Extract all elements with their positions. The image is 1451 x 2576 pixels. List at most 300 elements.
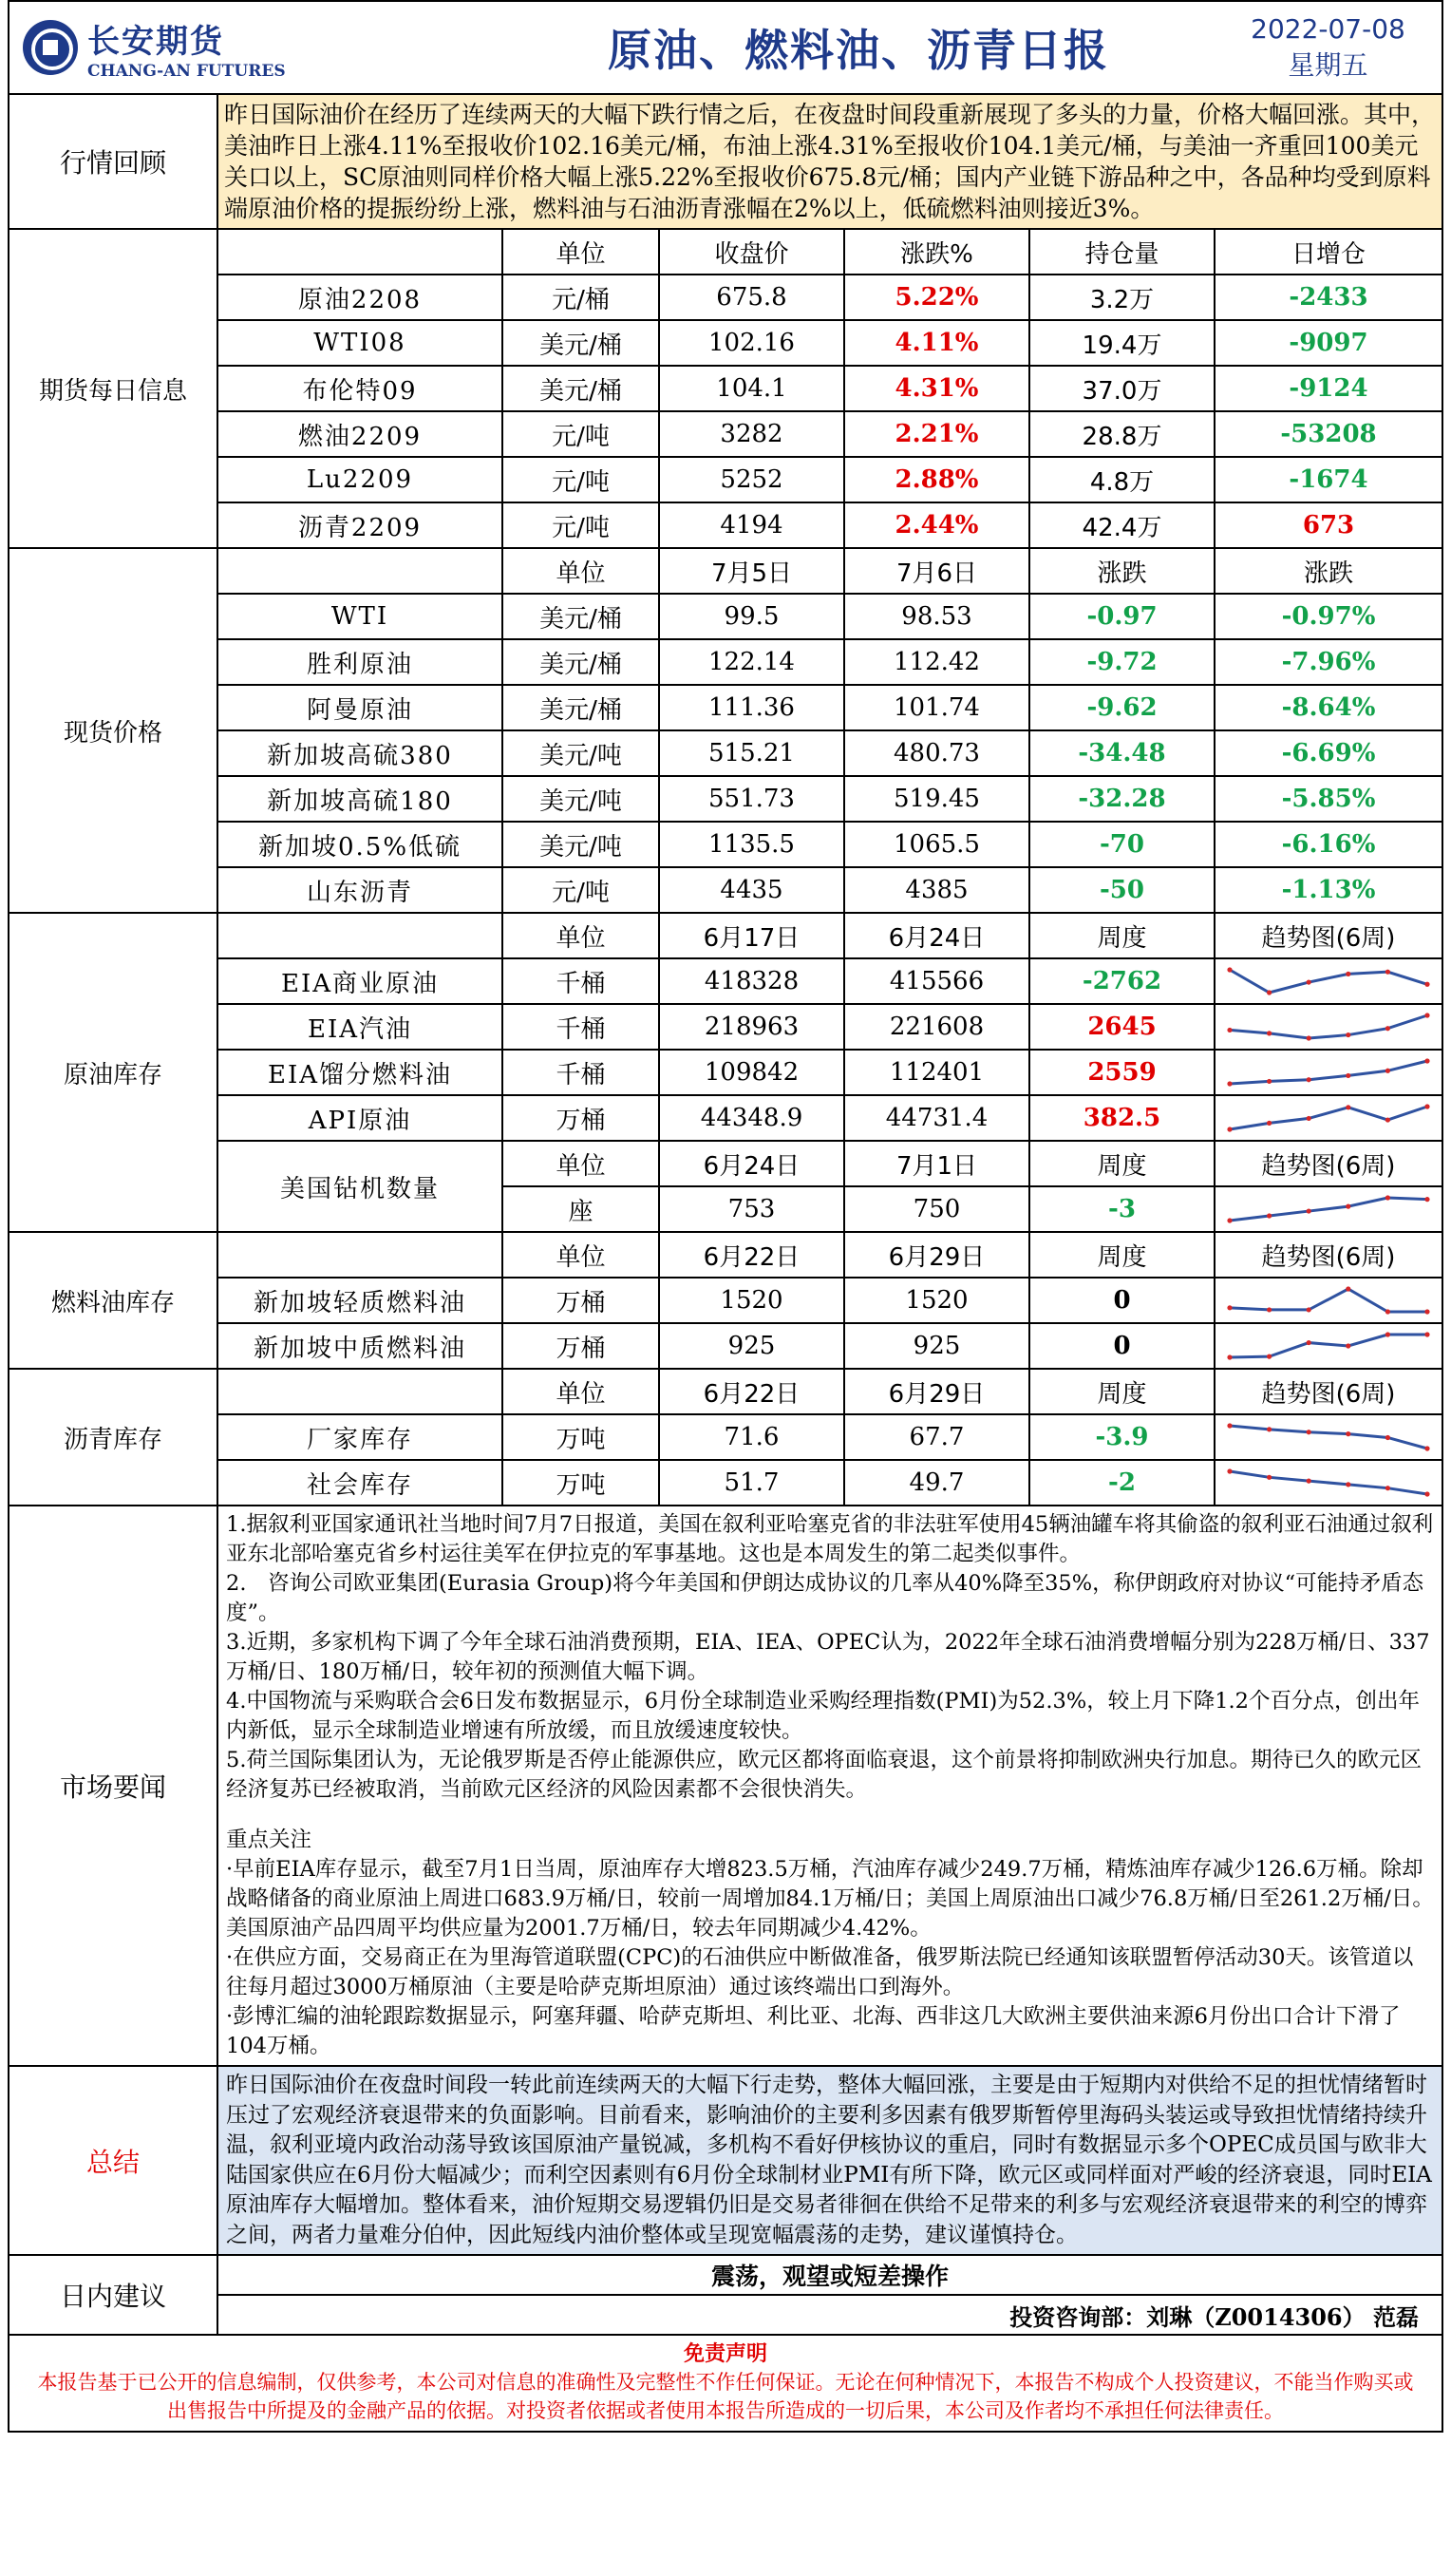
review-text: 昨日国际油价在经历了连续两天的大幅下跌行情之后，在夜盘时间段重新展现了多头的力量，价格大幅回涨。其中，美油昨日上涨4.11%至报收价102.16美元/桶，布油上涨4.31%至报收价104.1美元/桶，与美油一齐重回100美元关口以上，SC原油则同样价格大幅上涨5.22%至报收价675.8元/桶；国内产业链下游品种之中，各品种均受到原料端原油价格的提振纷纷上涨，燃料油与石油沥青涨幅在2%以上，低硫燃料油则接近3%。	[217, 94, 1442, 229]
contract-name: 布伦特09	[217, 366, 502, 411]
trend-point	[1307, 1340, 1311, 1345]
column-header: 7月5日	[659, 548, 844, 594]
weekly-change: 2559	[1029, 1050, 1215, 1095]
rig-day2: 750	[844, 1186, 1029, 1232]
report-page	[8, 0, 1442, 2433]
table-row	[9, 685, 1442, 730]
column-header	[217, 1369, 502, 1414]
rig-day1: 753	[659, 1186, 844, 1232]
column-header: 6月17日	[659, 913, 844, 958]
price-day1: 4435	[659, 867, 844, 913]
advice-text: 震荡，观望或短差操作	[217, 2255, 1442, 2295]
column-header: 单位	[502, 1232, 659, 1278]
table-row	[9, 1050, 1442, 1095]
fuel-stock-section	[9, 1232, 1442, 1369]
trend-sparkline	[1224, 1101, 1433, 1135]
unit-cell: 千桶	[502, 1050, 659, 1095]
trend-point	[1424, 1332, 1429, 1336]
table-row	[9, 958, 1442, 1004]
unit-cell: 美元/桶	[502, 366, 659, 411]
price-day1: 1135.5	[659, 822, 844, 867]
price-change-pct: -7.96%	[1215, 639, 1442, 685]
trend-point	[1227, 1305, 1232, 1310]
futures-label: 期货每日信息	[9, 229, 217, 548]
spot-name: WTI	[217, 594, 502, 639]
column-header: 6月24日	[844, 913, 1029, 958]
price-change-pct: -8.64%	[1215, 685, 1442, 730]
spot-name: 新加坡高硫380	[217, 730, 502, 776]
close-price: 104.1	[659, 366, 844, 411]
column-header	[217, 229, 502, 275]
price-day1: 99.5	[659, 594, 844, 639]
contract-name: 燃油2209	[217, 411, 502, 457]
column-header: 7月1日	[844, 1141, 1029, 1186]
header-row	[9, 1, 1442, 94]
trend-point	[1307, 1035, 1311, 1040]
news-row	[9, 1506, 1442, 2066]
news-content	[217, 1506, 1442, 2066]
trend-point	[1267, 1354, 1272, 1359]
trend-point	[1346, 1204, 1350, 1209]
spot-section	[9, 548, 1442, 913]
trend-point	[1346, 1073, 1350, 1078]
price-change: -70	[1029, 822, 1215, 867]
unit-cell: 座	[502, 1186, 659, 1232]
price-change-pct: -1.13%	[1215, 867, 1442, 913]
unit-cell: 元/吨	[502, 411, 659, 457]
price-day1: 122.14	[659, 639, 844, 685]
table-row	[9, 867, 1442, 913]
contract-name: Lu2209	[217, 457, 502, 502]
trend-cell	[1215, 1414, 1442, 1460]
price-day2: 4385	[844, 867, 1029, 913]
price-change: -50	[1029, 867, 1215, 913]
weekly-change: -3.9	[1029, 1414, 1215, 1460]
logo-cell	[9, 1, 502, 94]
trend-point	[1267, 1307, 1272, 1312]
price-day2: 101.74	[844, 685, 1029, 730]
report-title: 原油、燃料油、沥青日报	[502, 1, 1215, 94]
stock-day1: 218963	[659, 1004, 844, 1050]
trend-point	[1385, 1435, 1390, 1440]
trend-point	[1424, 982, 1429, 987]
contract-name: 沥青2209	[217, 502, 502, 548]
column-header: 持仓量	[1029, 229, 1215, 275]
price-day2: 480.73	[844, 730, 1029, 776]
trend-point	[1385, 1195, 1390, 1200]
trend-point	[1385, 1069, 1390, 1073]
company-logo-icon	[23, 20, 78, 75]
trend-point	[1227, 1354, 1232, 1359]
trend-point	[1424, 1491, 1429, 1496]
table-row	[9, 730, 1442, 776]
trend-point	[1227, 1468, 1232, 1473]
table-row	[9, 457, 1442, 502]
price-day2: 519.45	[844, 776, 1029, 822]
column-header: 单位	[502, 229, 659, 275]
crude-stock-label: 原油库存	[9, 913, 217, 1232]
spot-name: 新加坡0.5%低硫	[217, 822, 502, 867]
unit-cell: 美元/吨	[502, 822, 659, 867]
stock-day1: 1520	[659, 1278, 844, 1323]
trend-point	[1346, 1286, 1350, 1291]
unit-cell: 美元/吨	[502, 730, 659, 776]
column-header: 单位	[502, 548, 659, 594]
stock-day1: 109842	[659, 1050, 844, 1095]
stock-day1: 925	[659, 1323, 844, 1369]
trend-cell	[1215, 1323, 1442, 1369]
trend-sparkline	[1224, 1010, 1433, 1044]
close-price: 102.16	[659, 320, 844, 366]
stock-day1: 44348.9	[659, 1095, 844, 1141]
trend-sparkline	[1224, 1420, 1433, 1454]
table-row	[9, 1323, 1442, 1369]
price-day1: 111.36	[659, 685, 844, 730]
trend-point	[1227, 1127, 1232, 1131]
spot-header-row	[9, 548, 1442, 594]
trend-point	[1267, 1121, 1272, 1126]
trend-point	[1307, 1307, 1311, 1312]
spot-label: 现货价格	[9, 548, 217, 913]
trend-point	[1424, 1446, 1429, 1450]
asphalt-stock-section	[9, 1369, 1442, 1506]
stock-day2: 49.7	[844, 1460, 1029, 1506]
table-row	[9, 502, 1442, 548]
column-header: 6月22日	[659, 1232, 844, 1278]
unit-cell: 元/吨	[502, 502, 659, 548]
news-item: 1.据叙利亚国家通讯社当地时间7月7日报道，美国在叙利亚哈塞克省的非法驻军使用45辆油罐车将其偷盗的叙利亚石油通过叙利亚东北部哈塞克省乡村运往美军在伊拉克的军事基地。这也是本周发生的第二起类似事件。	[226, 1512, 1434, 1566]
asphalt_stock-header-row	[9, 1369, 1442, 1414]
weekly-change: 2645	[1029, 1004, 1215, 1050]
column-header: 日增仓	[1215, 229, 1442, 275]
close-price: 675.8	[659, 275, 844, 320]
summary-label: 总结	[9, 2066, 217, 2255]
open-interest: 4.8万	[1029, 457, 1215, 502]
unit-cell: 万桶	[502, 1323, 659, 1369]
news-label: 市场要闻	[9, 1506, 217, 2066]
column-header: 6月24日	[659, 1141, 844, 1186]
open-interest: 37.0万	[1029, 366, 1215, 411]
stock-name: EIA汽油	[217, 1004, 502, 1050]
trend-point	[1424, 1058, 1429, 1063]
trend-point	[1307, 1208, 1311, 1213]
change-pct: 2.21%	[844, 411, 1029, 457]
unit-cell: 万吨	[502, 1460, 659, 1506]
trend-point	[1227, 1423, 1232, 1428]
open-interest: 19.4万	[1029, 320, 1215, 366]
price-change: -32.28	[1029, 776, 1215, 822]
advisor-text: 投资咨询部：刘琳（Z0014306） 范磊	[217, 2295, 1442, 2335]
trend-point	[1307, 1077, 1311, 1082]
futures-section	[9, 229, 1442, 548]
daily-oi-change: -53208	[1215, 411, 1442, 457]
column-header: 涨跌	[1215, 548, 1442, 594]
stock-name: 新加坡轻质燃料油	[217, 1278, 502, 1323]
close-price: 5252	[659, 457, 844, 502]
trend-line	[1230, 1015, 1427, 1038]
column-header: 7月6日	[844, 548, 1029, 594]
unit-cell: 美元/桶	[502, 685, 659, 730]
stock-day2: 112401	[844, 1050, 1029, 1095]
trend-point	[1346, 1105, 1350, 1109]
column-header: 涨跌%	[844, 229, 1029, 275]
trend-line	[1230, 1426, 1427, 1449]
trend-line	[1230, 970, 1427, 993]
change-pct: 5.22%	[844, 275, 1029, 320]
close-price: 4194	[659, 502, 844, 548]
trend-point	[1385, 1026, 1390, 1031]
close-price: 3282	[659, 411, 844, 457]
trend-point	[1267, 1031, 1272, 1035]
column-header: 单位	[502, 913, 659, 958]
trend-cell	[1215, 1186, 1442, 1232]
spot-name: 胜利原油	[217, 639, 502, 685]
trend-point	[1267, 1427, 1272, 1431]
weekly-change: -3	[1029, 1186, 1215, 1232]
column-header: 收盘价	[659, 229, 844, 275]
column-header: 单位	[502, 1369, 659, 1414]
spot-name: 新加坡高硫180	[217, 776, 502, 822]
trend-cell	[1215, 1095, 1442, 1141]
trend-point	[1267, 1213, 1272, 1218]
report-date: 2022-07-08	[1251, 13, 1405, 45]
trend-sparkline	[1224, 1283, 1433, 1317]
stock-day1: 51.7	[659, 1460, 844, 1506]
unit-cell: 元/吨	[502, 457, 659, 502]
trend-point	[1424, 1309, 1429, 1314]
weekly-change: 0	[1029, 1278, 1215, 1323]
table-row	[9, 1004, 1442, 1050]
unit-cell: 万桶	[502, 1278, 659, 1323]
weekly-change: -2762	[1029, 958, 1215, 1004]
trend-line	[1230, 1289, 1427, 1312]
price-change: -34.48	[1029, 730, 1215, 776]
trend-sparkline	[1224, 1329, 1433, 1363]
column-header: 趋势图(6周)	[1215, 913, 1442, 958]
logo-en: CHANG-AN FUTURES	[87, 61, 286, 81]
column-header: 趋势图(6周)	[1215, 1369, 1442, 1414]
trend-point	[1227, 1218, 1232, 1222]
summary-row	[9, 2066, 1442, 2255]
focus-item: ·彭博汇编的油轮跟踪数据显示，阿塞拜疆、哈萨克斯坦、利比亚、北海、西非这几大欧洲主要供油来源6月份出口合计下滑了104万桶。	[226, 2004, 1401, 2058]
summary-text: 昨日国际油价在夜盘时间段一转此前连续两天的大幅下行走势，整体大幅回涨，主要是由于短期内对供给不足的担忧情绪暂时压过了宏观经济衰退带来的负面影响。目前看来，影响油价的主要利多因素有俄罗斯暂停里海码头装运或导致担忧情绪持续升温，叙利亚境内政治动荡导致该国原油产量锐减，多机构不看好伊核协议的重启，同时有数据显示多个OPEC成员国与欧非大陆国家供应在6月份大幅减少；而利空因素则有6月份全球制材业PMI有所下降，欧元区或同样面对严峻的经济衰退，同时EIA原油库存大幅增加。整体看来，油价短期交易逻辑仍旧是交易者徘徊在供给不足带来的利多与宏观经济衰退带来的利空的博弈之间，两者力量难分伯仲，因此短线内油价整体或呈现宽幅震荡的走势，建议谨慎持仓。	[217, 2066, 1442, 2255]
review-label: 行情回顾	[9, 94, 217, 229]
trend-point	[1227, 967, 1232, 972]
spot-name: 阿曼原油	[217, 685, 502, 730]
trend-point	[1227, 1028, 1232, 1032]
table-row	[9, 366, 1442, 411]
stock-name: 社会库存	[217, 1460, 502, 1506]
unit-cell: 元/吨	[502, 867, 659, 913]
trend-line	[1230, 1198, 1427, 1221]
trend-cell	[1215, 1050, 1442, 1095]
column-header: 6月29日	[844, 1232, 1029, 1278]
focus-item: ·在供应方面，交易商正在为里海管道联盟(CPC)的石油供应中断做准备，俄罗斯法院已经通知该联盟暂停活动30天。该管道以往每月超过3000万桶原油（主要是哈萨克斯坦原油）通过该终端出口到海外。	[226, 1945, 1414, 1999]
trend-point	[1346, 1343, 1350, 1348]
table-row	[9, 275, 1442, 320]
stock-day2: 221608	[844, 1004, 1029, 1050]
price-day1: 515.21	[659, 730, 844, 776]
asphalt-stock-label: 沥青库存	[9, 1369, 217, 1506]
report-table	[8, 0, 1443, 2433]
news-item: 2. 咨询公司欧亚集团(Eurasia Group)将今年美国和伊朗达成协议的几率从40%降至35%，称伊朗政府对协议“可能持矛盾态度”。	[226, 1571, 1424, 1625]
trend-point	[1424, 1013, 1429, 1017]
stock-name: EIA馏分燃料油	[217, 1050, 502, 1095]
news-item: 5.荷兰国际集团认为，无论俄罗斯是否停止能源供应，欧元区都将面临衰退，这个前景将抑制欧洲央行加息。期待已久的欧元区经济复苏已经被取消，当前欧元区经济的风险因素都不会很快消失。	[226, 1748, 1422, 1802]
unit-cell: 美元/吨	[502, 776, 659, 822]
rig-count-name: 美国钻机数量	[217, 1141, 502, 1232]
price-change-pct: -5.85%	[1215, 776, 1442, 822]
column-header: 单位	[502, 1141, 659, 1186]
stock-name: 新加坡中质燃料油	[217, 1323, 502, 1369]
price-day2: 1065.5	[844, 822, 1029, 867]
trend-cell	[1215, 958, 1442, 1004]
unit-cell: 千桶	[502, 1004, 659, 1050]
change-pct: 2.88%	[844, 457, 1029, 502]
price-change: -9.72	[1029, 639, 1215, 685]
trend-cell	[1215, 1278, 1442, 1323]
trend-cell	[1215, 1004, 1442, 1050]
column-header: 趋势图(6周)	[1215, 1232, 1442, 1278]
column-header	[217, 913, 502, 958]
disclaimer-title: 免责声明	[683, 2341, 767, 2366]
trend-point	[1424, 1197, 1429, 1202]
change-pct: 4.11%	[844, 320, 1029, 366]
table-row	[9, 1278, 1442, 1323]
trend-point	[1307, 979, 1311, 984]
price-change: -9.62	[1029, 685, 1215, 730]
focus-title: 重点关注	[226, 1828, 312, 1852]
column-header: 6月22日	[659, 1369, 844, 1414]
news-item: 4.中国物流与采购联合会6日发布数据显示，6月份全球制造业采购经理指数(PMI)为52.3%，较上月下降1.2个百分点，创出年内新低，显示全球制造业增速有所放缓，而且放缓速度较快。	[226, 1689, 1420, 1743]
stock-day2: 415566	[844, 958, 1029, 1004]
trend-sparkline	[1224, 964, 1433, 998]
advice-row	[9, 2255, 1442, 2295]
stock-day2: 44731.4	[844, 1095, 1029, 1141]
table-row	[9, 1095, 1442, 1141]
trend-point	[1267, 1079, 1272, 1084]
open-interest: 3.2万	[1029, 275, 1215, 320]
column-header: 周度	[1029, 1141, 1215, 1186]
stock-name: 厂家库存	[217, 1414, 502, 1460]
trend-point	[1307, 1479, 1311, 1484]
unit-cell: 美元/桶	[502, 320, 659, 366]
table-row	[9, 1460, 1442, 1506]
trend-sparkline	[1224, 1466, 1433, 1500]
table-row	[9, 411, 1442, 457]
table-row	[9, 320, 1442, 366]
daily-oi-change: -9097	[1215, 320, 1442, 366]
crude_stock-header-row	[9, 913, 1442, 958]
contract-name: 原油2208	[217, 275, 502, 320]
fuel_stock-header-row	[9, 1232, 1442, 1278]
weekly-change: -2	[1029, 1460, 1215, 1506]
stock-day2: 67.7	[844, 1414, 1029, 1460]
column-header: 周度	[1029, 913, 1215, 958]
price-change-pct: -6.16%	[1215, 822, 1442, 867]
weekly-change: 0	[1029, 1323, 1215, 1369]
unit-cell: 美元/桶	[502, 594, 659, 639]
unit-cell: 万桶	[502, 1095, 659, 1141]
table-row	[9, 639, 1442, 685]
trend-point	[1385, 1486, 1390, 1490]
disclaimer-row	[9, 2335, 1442, 2432]
advice-label: 日内建议	[9, 2255, 217, 2335]
change-pct: 2.44%	[844, 502, 1029, 548]
open-interest: 28.8万	[1029, 411, 1215, 457]
column-header	[217, 548, 502, 594]
stock-day1: 418328	[659, 958, 844, 1004]
logo-cn: 长安期货	[87, 22, 224, 61]
stock-name: EIA商业原油	[217, 958, 502, 1004]
trend-sparkline	[1224, 1192, 1433, 1226]
trend-point	[1267, 1475, 1272, 1480]
trend-sparkline	[1224, 1055, 1433, 1089]
column-header	[217, 1232, 502, 1278]
table-row	[9, 822, 1442, 867]
futures-header-row	[9, 229, 1442, 275]
unit-cell: 美元/桶	[502, 639, 659, 685]
contract-name: WTI08	[217, 320, 502, 366]
column-header: 趋势图(6周)	[1215, 1141, 1442, 1186]
focus-item: ·早前EIA库存显示，截至7月1日当周，原油库存大增823.5万桶，汽油库存减少249.7万桶，精炼油库存减少126.6万桶。除却战略储备的商业原油上周进口683.9万桶/日，较前一周增加84.1万桶/日；美国上周原油出口减少76.8万桶/日至261.2万桶/日。美国原油产品四周平均供应量为2001.7万桶/日，较去年同期减少4.42%。	[226, 1857, 1434, 1941]
table-row	[9, 594, 1442, 639]
crude-stock-section	[9, 913, 1442, 1232]
change-pct: 4.31%	[844, 366, 1029, 411]
column-header: 周度	[1029, 1369, 1215, 1414]
column-header: 周度	[1029, 1232, 1215, 1278]
trend-point	[1385, 1332, 1390, 1336]
review-row	[9, 94, 1442, 229]
disclaimer-cell	[9, 2335, 1442, 2432]
price-change-pct: -0.97%	[1215, 594, 1442, 639]
trend-cell	[1215, 1460, 1442, 1506]
trend-point	[1267, 990, 1272, 994]
trend-line	[1230, 1471, 1427, 1494]
stock-name: API原油	[217, 1095, 502, 1141]
trend-line	[1230, 1335, 1427, 1357]
trend-point	[1227, 1081, 1232, 1086]
advisor-row	[9, 2295, 1442, 2335]
trend-point	[1346, 1032, 1350, 1037]
trend-line	[1230, 1107, 1427, 1129]
stock-day2: 925	[844, 1323, 1029, 1369]
trend-line	[1230, 1061, 1427, 1084]
price-day1: 551.73	[659, 776, 844, 822]
price-day2: 112.42	[844, 639, 1029, 685]
fuel-stock-label: 燃料油库存	[9, 1232, 217, 1369]
daily-oi-change: 673	[1215, 502, 1442, 548]
trend-point	[1346, 972, 1350, 976]
unit-cell: 元/桶	[502, 275, 659, 320]
unit-cell: 千桶	[502, 958, 659, 1004]
price-change: -0.97	[1029, 594, 1215, 639]
daily-oi-change: -1674	[1215, 457, 1442, 502]
trend-point	[1307, 1116, 1311, 1121]
trend-point	[1346, 1482, 1350, 1487]
open-interest: 42.4万	[1029, 502, 1215, 548]
daily-oi-change: -2433	[1215, 275, 1442, 320]
column-header: 涨跌	[1029, 548, 1215, 594]
report-weekday: 星期五	[1288, 49, 1368, 81]
rig-header-row	[9, 1141, 1442, 1186]
news-item: 3.近期，多家机构下调了今年全球石油消费预期，EIA、IEA、OPEC认为，2022年全球石油消费增幅分别为228万桶/日、337万桶/日、180万桶/日，较年初的预测值大幅下调。	[226, 1630, 1430, 1684]
date-cell	[1215, 1, 1442, 94]
trend-point	[1424, 1104, 1429, 1108]
trend-point	[1385, 970, 1390, 975]
stock-day1: 71.6	[659, 1414, 844, 1460]
table-row	[9, 1414, 1442, 1460]
